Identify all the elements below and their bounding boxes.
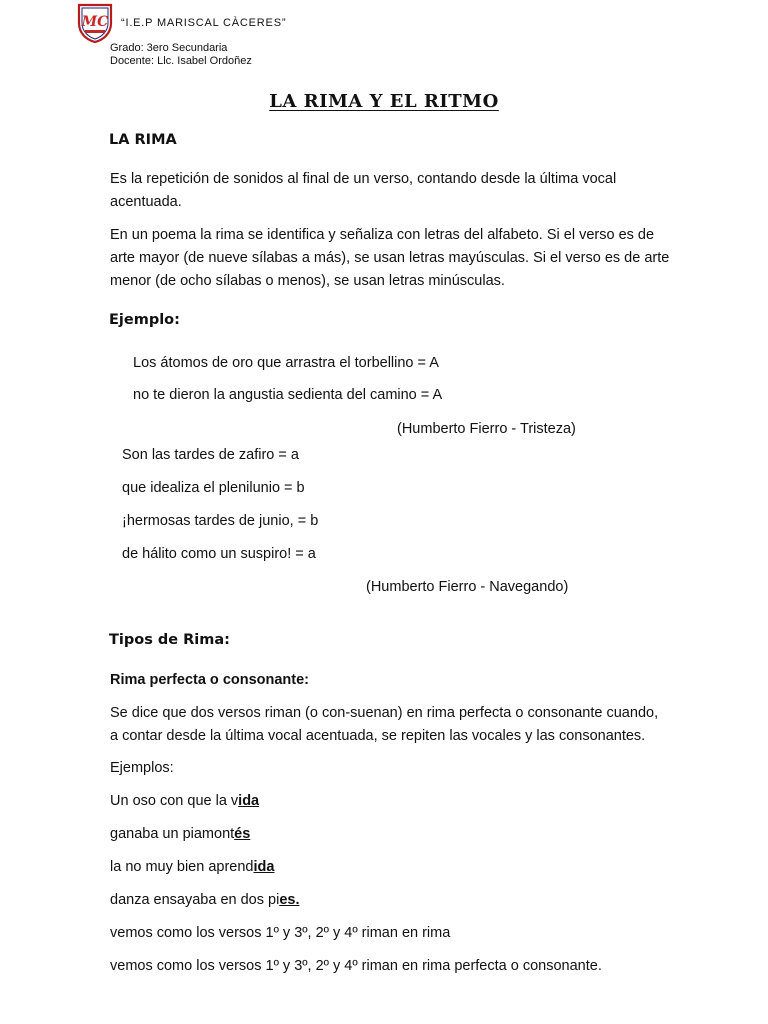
- verse-line: Son las tardes de zafiro = a: [122, 447, 299, 463]
- logo-monogram: MC: [81, 14, 109, 30]
- example-verse-line: danza ensayaba en dos pies.: [110, 892, 300, 908]
- example-verse-line: Un oso con que la vida: [110, 793, 260, 809]
- page-title: LA RIMA Y EL RITMO: [269, 91, 499, 112]
- section-heading-rima: LA RIMA: [109, 132, 177, 148]
- rhyme-ending: ida: [238, 793, 260, 809]
- example-verse-line: ganaba un piamontés: [110, 826, 251, 842]
- paragraph-rima-perfecta: Se dice que dos versos riman (o con-suenan) en rima perfecta o consonante cuando, a contar desde la última vocal acentuada, se repiten las vocales y las consonantes.: [110, 705, 659, 744]
- paragraph-rima-definition: Es la repetición de sonidos al final de un verso, contando desde la última vocal acentuada.: [110, 171, 617, 210]
- ejemplos-label: Ejemplos:: [110, 760, 174, 776]
- teacher-label: Docente: Llc. Isabel Ordoñez: [110, 55, 252, 67]
- conclusion-line: vemos como los versos 1º y 3º, 2º y 4º riman en rima: [110, 925, 451, 941]
- citation: (Humberto Fierro - Tristeza): [397, 421, 576, 437]
- citation: (Humberto Fierro - Navegando): [366, 579, 569, 595]
- example-verse-line: la no muy bien aprendida: [110, 859, 275, 875]
- rhyme-ending: és: [234, 826, 251, 842]
- paragraph-rima-letters: En un poema la rima se identifica y señaliza con letras del alfabeto. Si el verso es de arte mayor (de nueve sílabas a más), se usan letras mayúsculas. Si el verso es de arte menor (de ocho sílabas o menos), se usan letras minúsculas.: [110, 227, 670, 289]
- subheading-rima-perfecta: Rima perfecta o consonante:: [110, 672, 310, 688]
- verse-line: ¡hermosas tardes de junio, = b: [122, 513, 319, 529]
- conclusion-line: vemos como los versos 1º y 3º, 2º y 4º riman en rima perfecta o consonante.: [110, 958, 602, 974]
- verse-line: Los átomos de oro que arrastra el torbellino = A: [133, 355, 439, 371]
- school-name: “I.E.P MARISCAL CÀCERES”: [121, 17, 287, 29]
- school-crest-logo: [76, 3, 114, 43]
- verse-line: de hálito como un suspiro! = a: [122, 546, 316, 562]
- section-heading-ejemplo: Ejemplo:: [109, 312, 180, 328]
- verse-line: que idealiza el plenilunio = b: [122, 480, 305, 496]
- rhyme-ending: es.: [279, 892, 300, 908]
- grade-label: Grado: 3ero Secundaria: [110, 42, 228, 54]
- verse-line: no te dieron la angustia sedienta del camino = A: [133, 387, 443, 403]
- rhyme-ending: ida: [253, 859, 275, 875]
- section-heading-tipos: Tipos de Rima:: [109, 632, 230, 648]
